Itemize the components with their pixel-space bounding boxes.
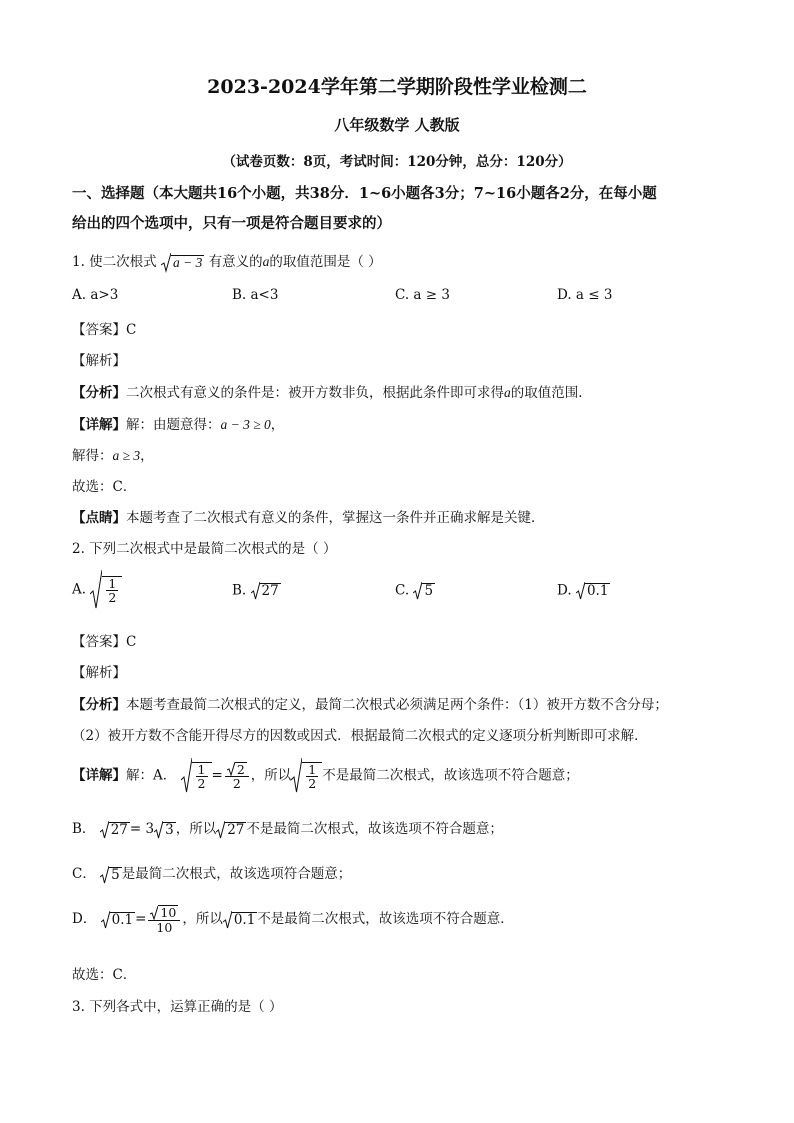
q2-xiangjie-a-radical3 — [291, 758, 322, 794]
q2-xiangjie-b — [72, 817, 503, 839]
radical-sign-icon — [413, 582, 422, 600]
radical-sign-icon — [576, 582, 585, 600]
q2-fenxi-tag: 【分析】 — [72, 697, 126, 713]
q2-xiangjie-d — [72, 905, 514, 934]
fraction-denominator: 2 — [232, 776, 241, 792]
radical-sign-icon — [150, 906, 158, 920]
q1-option-c[interactable]: C. a ≥ 3 — [395, 287, 450, 303]
q2-b-mid: ，所以 — [175, 821, 217, 837]
fraction-numerator: 1 — [108, 575, 117, 591]
q2-fenxi-line2: （2）被开方数不含能开得尽方的因数或因式．根据最简二次根式的定义逐项分析判断即可求解． — [72, 728, 648, 744]
q1-guxuan: 故选：C． — [72, 479, 137, 495]
q2-xiangjie-a-radical1 — [181, 758, 212, 794]
q1-jiede-end: ， — [140, 448, 154, 464]
fraction-denominator: 2 — [197, 776, 206, 791]
radical-sign-icon — [90, 570, 102, 610]
section-heading-line1: 一、选择题（本大题共16个小题，共38分．1~6小题各3分；7~16小题各2分，在每小题 — [72, 185, 657, 202]
fraction-denominator: 2 — [308, 776, 317, 791]
q2-b-end: 不是最简二次根式，故该选项不符合题意； — [246, 821, 503, 837]
q1-dianjing-text: 本题考查了二次根式有意义的条件，掌握这一条件并正确求解是关键． — [126, 510, 545, 526]
q2-xiangjie-a-eq: = — [211, 767, 223, 784]
q1-fenxi-text: 二次根式有意义的条件是：被开方数非负，根据此条件即可求得 — [126, 385, 504, 401]
q1-radicand: a − 3 — [172, 254, 203, 270]
exam-subtitle: 八年级数学 人教版 — [334, 116, 460, 134]
radical-sign-icon — [100, 821, 109, 839]
radical-sign-icon — [223, 911, 232, 929]
q1-jiede-text: 解得： — [72, 448, 113, 464]
q2-analysis-label: 【解析】 — [72, 665, 126, 681]
exam-info: （试卷页数：8页，考试时间：120分钟，总分：120分） — [222, 154, 572, 170]
q2-option-d-radicand: 0.1 — [586, 583, 609, 600]
q1-var: a — [262, 254, 270, 269]
q2-option-a-fraction — [106, 577, 118, 604]
q2-option-a-label: A. — [72, 581, 87, 598]
q2-option-b[interactable] — [232, 582, 281, 600]
q2-option-d-label: D. — [557, 582, 572, 599]
q2-xiangjie-a — [72, 758, 579, 794]
q2-d-end: 不是最简二次根式，故该选项不符合题意． — [257, 911, 514, 928]
q2-b-radicand3: 27 — [227, 821, 245, 838]
q2-option-c-radicand: 5 — [424, 583, 434, 600]
q2-b-radicand2: 3 — [165, 821, 174, 838]
q2-b-pre: B． — [72, 821, 96, 837]
q1-xiangjie-expr: a − 3 ≥ 0 — [220, 417, 271, 432]
q2-b-radicand: 27 — [110, 821, 128, 838]
q1-option-b[interactable]: B. a<3 — [232, 287, 279, 303]
radical-sign-icon — [100, 866, 109, 884]
q2-xiangjie-a-pre: 解：A． — [126, 767, 177, 784]
q2-option-c[interactable] — [395, 582, 435, 600]
q2-d-fraction — [148, 905, 180, 934]
radical-sign-icon — [291, 758, 302, 794]
q2-xiangjie-a-fraction2 — [225, 761, 249, 790]
q1-option-a[interactable]: A. a>3 — [72, 287, 119, 303]
q2-fenxi-text1: 本题考查最简二次根式的定义，最简二次根式必须满足两个条件：（1）被开方数不含分母； — [126, 697, 668, 713]
q2-d-pre: D． — [72, 911, 97, 928]
q2-stem: 2. 下列二次根式中是最简二次根式的是（ ） — [72, 541, 337, 557]
fraction-numerator: 10 — [160, 905, 177, 921]
q1-stem — [72, 250, 382, 273]
q1-fenxi — [72, 381, 592, 401]
q2-d-radicand: 0.1 — [111, 911, 134, 928]
fraction-numerator: 1 — [308, 761, 317, 777]
q1-dianjing-tag: 【点睛】 — [72, 510, 126, 526]
q2-guxuan: 故选：C． — [72, 967, 137, 983]
q2-c-end: 是最简二次根式，故该选项符合题意； — [121, 866, 352, 882]
q1-jiede-expr: a ≥ 3 — [112, 448, 141, 463]
q2-xiangjie-a-end: 不是最简二次根式，故该选项不符合题意； — [322, 767, 579, 784]
fraction-denominator: 10 — [156, 919, 173, 935]
radical-sign-icon — [161, 253, 171, 273]
q3-stem: 3. 下列各式中，运算正确的是（ ） — [72, 999, 283, 1015]
radical-sign-icon — [154, 821, 163, 839]
q2-xiangjie-a-mid: ，所以 — [250, 767, 292, 784]
q1-fenxi-tag: 【分析】 — [72, 385, 126, 401]
q2-option-b-label: B. — [232, 582, 247, 599]
q1-stem-pre: 1. 使二次根式 — [72, 254, 157, 270]
q2-option-c-label: C. — [395, 582, 410, 599]
q1-option-d[interactable]: D. a ≤ 3 — [557, 287, 613, 303]
q2-option-a-radical — [90, 570, 122, 610]
q1-analysis-label: 【解析】 — [72, 353, 126, 369]
q1-stem-post: 有意义的 — [208, 254, 263, 270]
radical-sign-icon — [181, 758, 192, 794]
q1-xiangjie — [72, 413, 284, 433]
q1-jiede — [72, 444, 154, 464]
q2-option-b-radical — [251, 582, 281, 600]
radical-sign-icon — [216, 821, 225, 839]
section-heading-line2: 给出的四个选项中，只有一项是符合题目要求的） — [72, 215, 391, 232]
fraction-denominator: 2 — [108, 590, 117, 605]
q1-radical — [161, 253, 204, 273]
radical-sign-icon — [227, 762, 235, 776]
fraction-numerator: 1 — [197, 761, 206, 777]
q2-fenxi-line1 — [72, 693, 668, 713]
q2-option-b-radicand: 27 — [261, 583, 279, 600]
q2-xiangjie-c — [72, 862, 351, 884]
q2-d-eq: = — [135, 911, 147, 928]
q2-d-radicand2: 0.1 — [233, 911, 256, 928]
radical-sign-icon — [101, 911, 110, 929]
fraction-numerator: 2 — [236, 761, 245, 777]
q2-c-radicand: 5 — [111, 866, 120, 883]
q1-answer: 【答案】C — [72, 322, 137, 338]
q1-xiangjie-tag: 【详解】 — [72, 417, 126, 433]
q2-answer: 【答案】C — [72, 634, 137, 650]
exam-title: 2023-2024学年第二学期阶段性学业检测二 — [207, 76, 587, 98]
q1-xiangjie-end: ， — [270, 417, 285, 433]
q1-dianjing — [72, 506, 545, 526]
q1-fenxi-end: 的取值范围． — [510, 385, 592, 401]
q2-option-d[interactable] — [557, 582, 610, 600]
q2-b-eq: = 3 — [129, 821, 155, 837]
q2-xiangjie-tag: 【详解】 — [72, 767, 126, 784]
radical-sign-icon — [251, 582, 260, 600]
q1-fenxi-var: a — [504, 385, 511, 400]
q1-stem-end: 的取值范围是（ ） — [269, 254, 382, 270]
q2-c-pre: C． — [72, 866, 96, 882]
q1-xiangjie-text: 解：由题意得： — [126, 417, 221, 433]
q2-option-a[interactable] — [72, 570, 122, 610]
q2-option-d-radical — [576, 582, 610, 600]
q2-d-mid: ，所以 — [182, 911, 223, 928]
q2-option-c-radical — [413, 582, 435, 600]
